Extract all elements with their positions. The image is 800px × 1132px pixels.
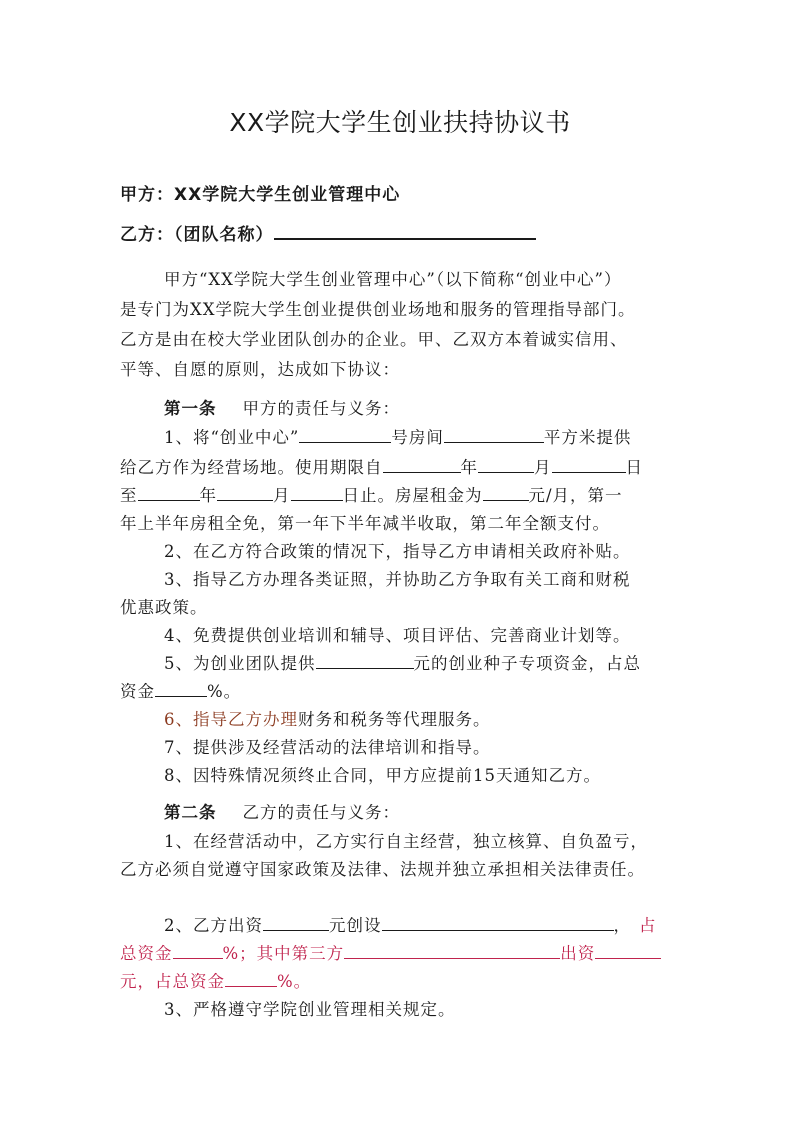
- article1-item4: 4、免费提供创业培训和辅导、项目评估、完善商业计划等。: [164, 626, 631, 645]
- area-blank: [444, 426, 544, 443]
- investment-blank: [263, 914, 329, 931]
- article1-title: 甲方的责任与义务：: [242, 399, 400, 418]
- article1-number: 第一条: [164, 399, 217, 418]
- article1-item3-line1: 3、指导乙方办理各类证照，并协助乙方争取有关工商和财税: [164, 570, 631, 589]
- article2-item1-line2: 乙方必须自觉遵守国家政策及法律、法规并独立承担相关法律责任。: [120, 860, 645, 879]
- party-a: 甲方：XX学院大学生创业管理中心: [120, 185, 401, 205]
- document-title: XX学院大学生创业扶持协议书: [229, 108, 571, 137]
- seed-fund-blank: [316, 652, 414, 669]
- article2-item2-line2: 总资金 %；其中第三方 出资: [120, 940, 680, 964]
- intro-line-4: 平等、自愿的原则，达成如下协议：: [120, 360, 400, 379]
- end-day-blank: [291, 484, 343, 501]
- party-b: [120, 220, 536, 245]
- article2-item2-line1: 2、乙方出资 元创设 ， 占: [164, 916, 657, 935]
- article2-item1-line1: 1、在经营活动中，乙方实行自主经营，独立核算、自负盈亏，: [164, 832, 648, 851]
- article1-heading: [120, 395, 724, 419]
- article1-item2: 2、在乙方符合政策的情况下，指导乙方申请相关政府补贴。: [164, 542, 631, 561]
- article1-item1-line3: 至 年 月 日止。房屋租金为 元/月，第一: [120, 486, 623, 505]
- end-year-blank: [138, 484, 200, 501]
- rent-blank: [483, 484, 529, 501]
- article1-item7: 7、提供涉及经营活动的法律培训和指导。: [164, 738, 491, 757]
- article1-item3-line2: 优惠政策。: [120, 598, 208, 617]
- seed-percent-blank: [155, 680, 207, 697]
- article1-item1-line1: 1、将“创业中心” 号房间 平方米提供: [164, 428, 632, 447]
- article1-item6: 6、指导乙方办理财务和税务等代理服务。: [164, 710, 491, 729]
- third-party-percent-blank: [225, 970, 277, 987]
- intro-line-1: 甲方“XX学院大学生创业管理中心”（以下简称“创业中心”）: [164, 270, 622, 289]
- item6-highlight: 6、指导乙方办理: [164, 710, 298, 729]
- team-name-blank: [274, 222, 536, 240]
- company-name-blank: [382, 914, 614, 931]
- intro-line-2: 是专门为XX学院大学生创业提供创业场地和服务的管理指导部门。: [120, 300, 636, 319]
- article1-item1-line4: 年上半年房租全免，第一年下半年减半收取，第二年全额支付。: [120, 514, 610, 533]
- article2-number: 第二条: [164, 803, 217, 822]
- start-year-blank: [383, 456, 461, 473]
- third-party-amount-blank: [595, 942, 661, 959]
- intro-line-3: 乙方是由在校大学业团队创办的企业。甲、乙双方本着诚实信用、: [120, 330, 628, 349]
- third-party-blank: [344, 942, 560, 959]
- article1-item5-line2: 资金 %。: [120, 682, 242, 701]
- start-day-blank: [552, 456, 626, 473]
- article1-item1-line2: 给乙方作为经营场地。使用期限自 年 月 日: [120, 458, 643, 477]
- start-month-blank: [478, 456, 534, 473]
- own-percent-blank: [173, 942, 223, 959]
- end-month-blank: [217, 484, 273, 501]
- article1-item8: 8、因特殊情况须终止合同，甲方应提前15天通知乙方。: [164, 766, 601, 785]
- article1-item5-line1: 5、为创业团队提供 元的创业种子专项资金，占总: [164, 654, 641, 673]
- room-number-blank: [299, 426, 391, 443]
- article2-title: 乙方的责任与义务：: [242, 803, 400, 822]
- article2-heading: [120, 799, 724, 823]
- article2-item3: 3、严格遵守学院创业管理相关规定。: [164, 1000, 456, 1019]
- party-b-label: 乙方：（团队名称）: [120, 225, 274, 245]
- article2-item2-line3: 元，占总资金 %。: [120, 972, 312, 991]
